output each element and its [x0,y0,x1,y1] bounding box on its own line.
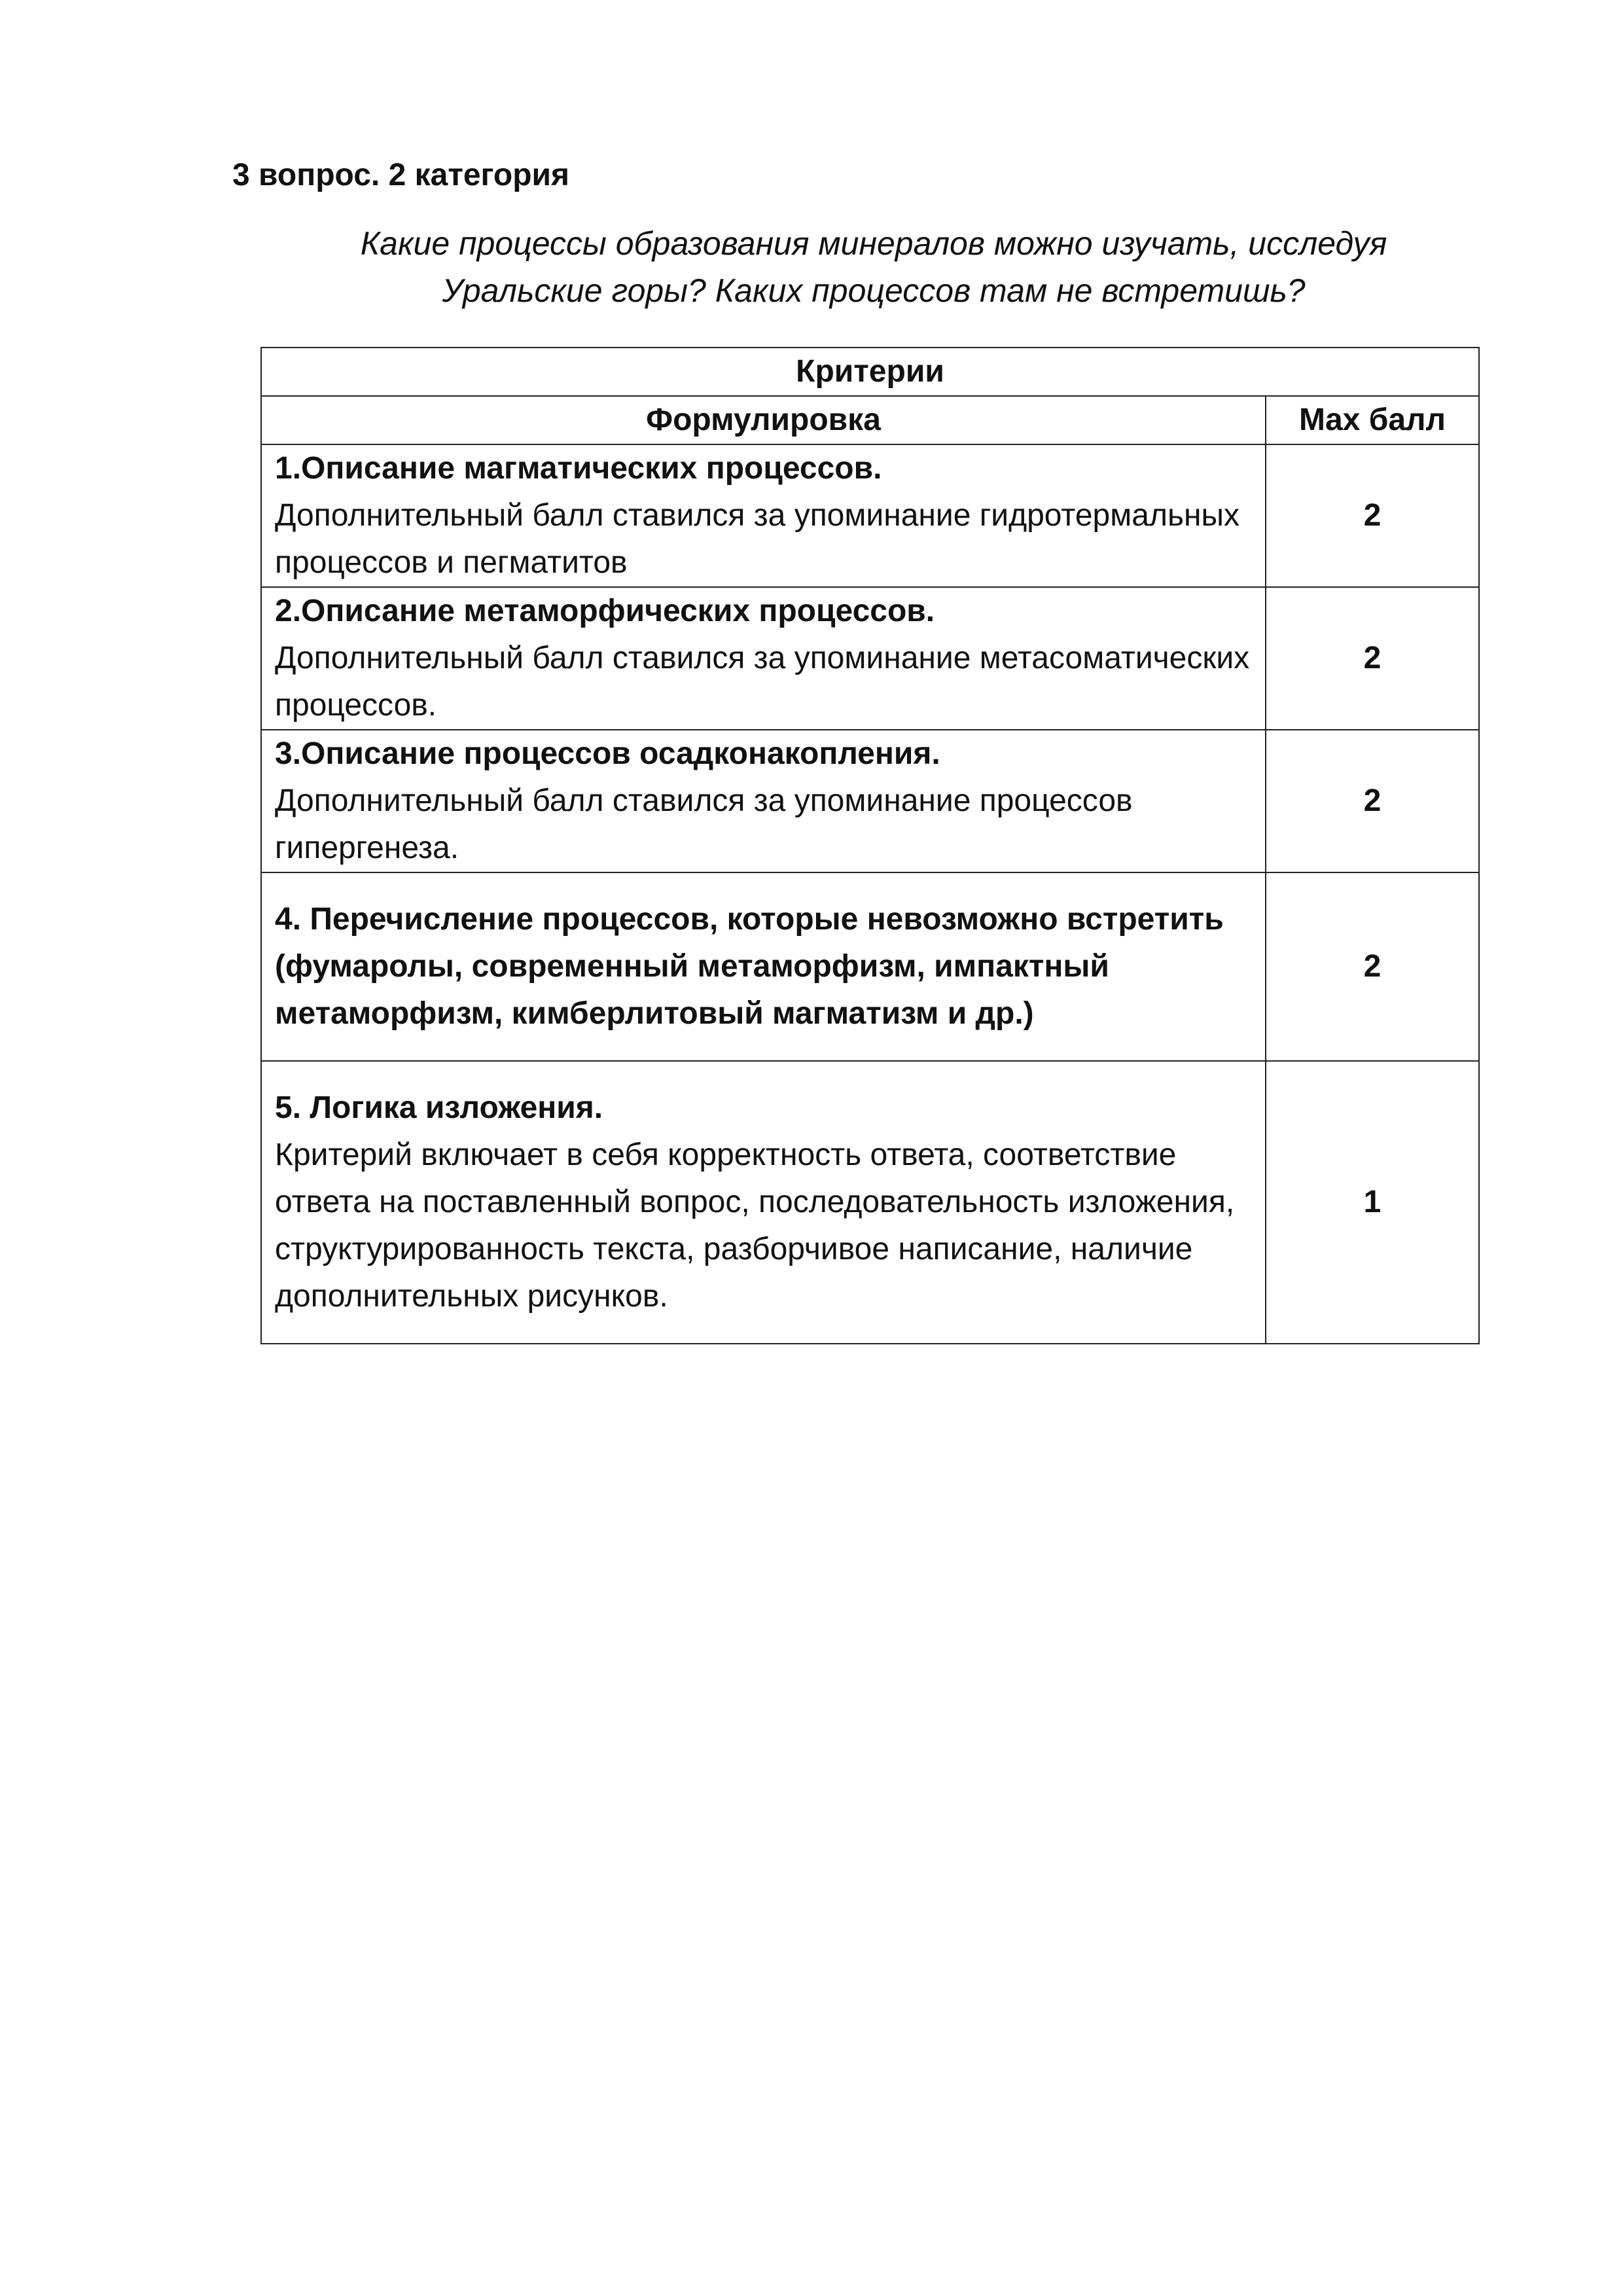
table-row [261,1061,1479,1344]
criterion-description: Критерий включает в себя корректность ответа, соответствие ответа на поставленный вопрос, последовательность изложения, структурированность текста, разборчивое написание, наличие дополнительных рисунков. [275,1138,1235,1314]
criterion-cell [261,444,1266,587]
criterion-cell [261,587,1266,730]
criterion-score: 2 [1266,444,1479,587]
criterion-score: 2 [1266,730,1479,872]
table-row [261,872,1479,1061]
criterion-score: 2 [1266,587,1479,730]
column-header-max-score: Max балл [1266,396,1479,444]
criterion-description: Дополнительный балл ставился за упоминание процессов гипергенеза. [275,783,1133,865]
criterion-description: Дополнительный балл ставился за упоминание гидротермальных процессов и пегматитов [275,498,1240,580]
column-header-formulation: Формулировка [261,396,1266,444]
criterion-cell [261,730,1266,872]
table-caption: Критерии [261,348,1479,396]
criterion-title: 3.Описание процессов осадконакопления. [275,736,940,771]
criterion-title: 5. Логика изложения. [275,1090,603,1125]
table-header-row [261,396,1479,444]
table-row [261,587,1479,730]
table-row [261,444,1479,587]
table-row [261,730,1479,872]
criterion-score: 1 [1266,1061,1479,1344]
criterion-title: 2.Описание метаморфических процессов. [275,594,935,628]
question-line-1: Какие процессы образования минералов можно изучать, исследуя [360,225,1387,262]
question-text [232,220,1515,314]
criterion-title: 1.Описание магматических процессов. [275,451,882,486]
page-heading: 3 вопрос. 2 категория [232,158,570,192]
table-caption-row [261,348,1479,396]
criterion-cell [261,1061,1266,1344]
criterion-score: 2 [1266,872,1479,1061]
criterion-description: Дополнительный балл ставился за упоминание метасоматических процессов. [275,641,1250,723]
criteria-table [260,347,1480,1344]
criterion-cell [261,872,1266,1061]
criterion-title: 4. Перечисление процессов, которые невозможно встретить (фумаролы, современный метаморфизм, импактный метаморфизм, кимберлитовый магматизм и др.) [275,902,1224,1031]
question-line-2: Уральские горы? Каких процессов там не встретишь? [442,272,1306,309]
